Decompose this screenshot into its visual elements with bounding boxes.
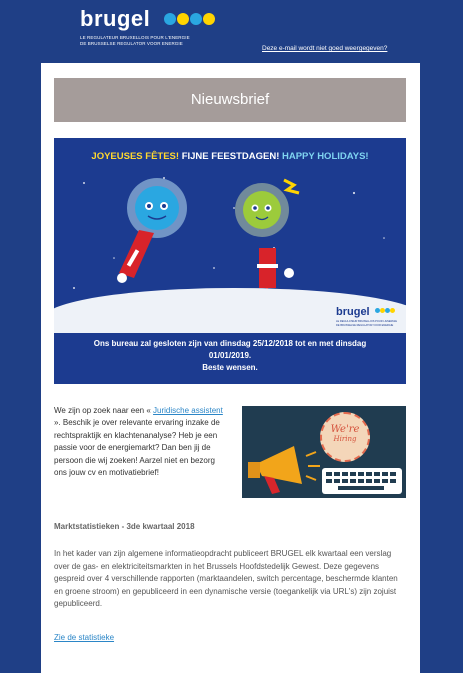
view-statistics-link[interactable]: Zie de statistieke bbox=[54, 633, 115, 642]
were-hiring-badge bbox=[320, 412, 370, 462]
logo-dot-blue bbox=[164, 13, 176, 25]
banner-logo-dots bbox=[375, 308, 395, 313]
newsletter-title-bar bbox=[54, 78, 406, 122]
logo-wordmark: brugel bbox=[80, 6, 151, 31]
job-announcement bbox=[54, 405, 224, 479]
banner-logo-word: brugel bbox=[336, 306, 370, 318]
email-header bbox=[0, 0, 463, 62]
banner-title-en: HAPPY HOLIDAYS! bbox=[282, 151, 369, 162]
notice-line: Beste wensen. bbox=[202, 363, 258, 372]
job-text: We zijn op zoek naar een « bbox=[54, 406, 154, 415]
banner-logo-sub-fr: LE REGULATEUR BRUXELLOIS POUR L'ENERGIE bbox=[336, 320, 397, 323]
hiring-badge-line2: Hiring bbox=[333, 435, 357, 443]
banner-title-fr: JOYEUSES FÊTES! bbox=[91, 151, 180, 162]
market-stats-title: Marktstatistieken - 3de kwartaal 2018 bbox=[54, 522, 195, 531]
logo-subtitle-fr: LE REGULATEUR BRUXELLOIS POUR L'ENERGIE bbox=[80, 35, 190, 40]
market-stats-body: In het kader van zijn algemene informatieopdracht publiceert BRUGEL elk kwartaal een verslag over de gas- en elektriciteitsmarkten in het Brussels Hoofdstedelijk Gewest. Deze gegevens gespreid over 4 verschillende rapporten (marktaandelen, switch percentage, beschermde klanten en groene stroom) en gepubliceerd in een dynamische versie (toegankelijk via URL's) zijn zojuist gepubliceerd. bbox=[54, 549, 398, 608]
logo-subtitle-nl: DE BRUSSELSE REGULATOR VOOR ENERGIE bbox=[80, 41, 183, 46]
banner-title-nl: FIJNE FEESTDAGEN! bbox=[181, 151, 280, 162]
logo-dot-yellow bbox=[177, 13, 189, 25]
notice-line: Ons bureau zal gesloten zijn van dinsdag 25/12/2018 tot en met dinsdag bbox=[93, 339, 367, 348]
hiring-badge-line1: We're bbox=[330, 424, 360, 435]
logo-dot-blue bbox=[190, 13, 202, 25]
newsletter-title: Nieuwsbrief bbox=[190, 91, 270, 108]
holiday-banner bbox=[54, 138, 406, 334]
logo-subtitle bbox=[80, 35, 190, 47]
job-text: ». Beschik je over relevante ervaring inzake de rechtspraktijk en klachtenanalyse? Heb je een passie voor de energiemarkt? Dan ben jij de persoon die wij zoeken! Aarzel niet en bezorg ons jouw cv en motivatiebrief! bbox=[54, 418, 220, 478]
blue-character bbox=[117, 178, 187, 283]
newsletter-card bbox=[41, 63, 420, 673]
logo-dot-yellow bbox=[203, 13, 215, 25]
notice-line: 01/01/2019. bbox=[208, 351, 252, 360]
banner-logo bbox=[336, 302, 397, 327]
office-closure-notice bbox=[54, 333, 406, 384]
logo-dots bbox=[164, 13, 215, 25]
job-link[interactable]: Juridische assistent bbox=[153, 406, 223, 415]
view-online-link[interactable]: Deze e-mail wordt niet goed weergegeven? bbox=[262, 45, 388, 52]
hiring-image bbox=[242, 406, 406, 498]
banner-logo-sub-nl: DE BRUSSELSE REGULATOR VOOR ENERGIE bbox=[336, 323, 394, 327]
